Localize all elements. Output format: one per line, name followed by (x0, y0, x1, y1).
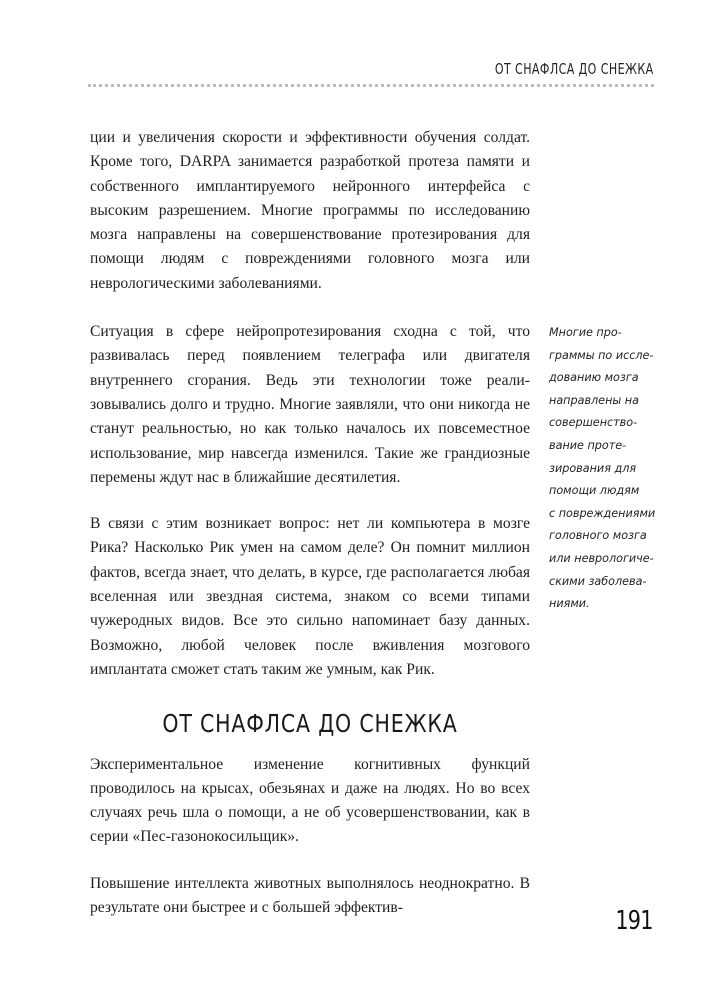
body-paragraph: Экспериментальное изменение когнитивных функций проводилось на крысах, обезьянах и даже на людях. Но во всех случаях речь шла о помощи, а не об усовершенствовании, как в серии «Пес-газонокосильщик». (90, 755, 530, 846)
body-paragraph: Ситуация в сфере нейропротезирования сходна с той, что развивалась перед появлением телеграфа или двигателя внутреннего сгорания. Ведь эти технологии тоже реализовывались долго и трудно. Многие заявляли, что они никогда не станут реальностью, но как только началось их повсеместное использование, мир навсегда изменился. Такие же грандиозные перемены ждут нас в ближайшие десятилетия. (90, 323, 530, 486)
running-head-title: ОТ СНАФЛСА ДО СНЕЖКА (495, 60, 654, 78)
section-heading: ОТ СНАФЛСА ДО СНЕЖКА (162, 709, 458, 739)
margin-sidenote (549, 322, 669, 616)
sidenote-line: граммы по иссле- (549, 348, 654, 362)
body-paragraph: В связи с этим возникает вопрос: нет ли компьютера в мозге Рика? Насколько Рик умен на самом деле? Он помнит миллион фактов, всегда знает, что делать, в курсе, где располагается любая вселенная или звездная система, знаком со всеми типами чужеродных видов. Все это сильно напоминает базу данных. Возможно, любой человек после вживления мозгового имплантата сможет стать таким же умным, как Рик. (90, 515, 530, 678)
page-number: 191 (615, 906, 653, 936)
sidenote-line: направлены на (549, 393, 639, 407)
sidenote-line: с повреждениями (549, 506, 656, 520)
sidenote-line: вание проте- (549, 438, 627, 452)
body-paragraph: ции и увеличения скорости и эффективности обучения солдат. Кроме того, DARPA занимается разработкой протеза памяти и собственного имплантируемого нейронного интерфейса с высоким разрешением. Многие программы по исследованию мозга направлены на совершенствование протезирования для помощи людям с повреждениями головного мозга или неврологическими заболеваниями. (90, 129, 530, 292)
sidenote-line: скими заболева- (549, 574, 647, 588)
sidenote-line: помощи людям (549, 484, 640, 498)
sidenote-line: совершенство- (549, 416, 638, 430)
body-paragraph: Повышение интеллекта животных выполнялось неоднократно. В результате они быстрее и с большей эффектив- (90, 874, 530, 917)
sidenote-line: или неврологиче- (549, 551, 654, 565)
main-text-column (90, 126, 530, 942)
sidenote-line: дованию мозга (549, 371, 639, 385)
sidenote-line: головного мозга (549, 529, 647, 543)
sidenote-line: Многие про- (549, 326, 622, 339)
sidenote-line: ниями. (549, 597, 590, 611)
header-dotted-rule (88, 84, 654, 87)
sidenote-line: зирования для (549, 461, 637, 475)
